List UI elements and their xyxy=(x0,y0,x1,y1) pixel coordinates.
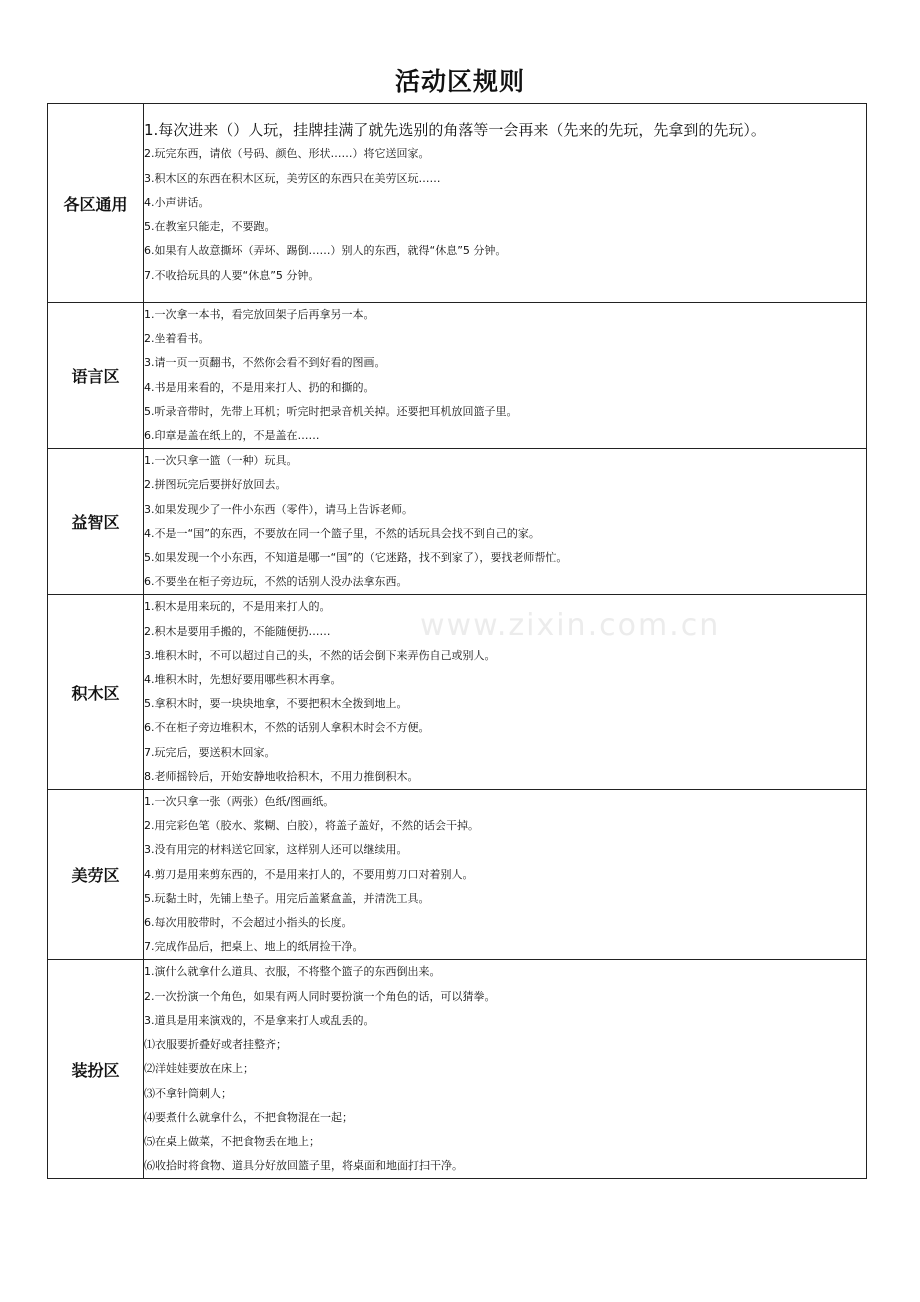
rule-list xyxy=(144,449,867,595)
rules-table xyxy=(47,103,867,1179)
section-row xyxy=(48,790,867,960)
rule-item: 4.不是一“国”的东西，不要放在同一个篮子里，不然的话玩具会找不到自己的家。 xyxy=(144,526,540,540)
rule-list xyxy=(144,303,867,449)
watermark: www.zixin.com.cn xyxy=(420,608,721,643)
area-name: 积木区 xyxy=(48,595,144,790)
rule-item: 1.一次只拿一篮（一种）玩具。 xyxy=(144,454,298,468)
rule-item: 1.每次进来（）人玩，挂牌挂满了就先选别的角落等一会再来（先来的先玩，先拿到的先玩）。 xyxy=(144,121,766,140)
rule-item: 1.积木是用来玩的，不是用来打人的。 xyxy=(144,600,331,614)
rule-item: 2.坐着看书。 xyxy=(144,332,210,346)
rule-item: 1.一次只拿一张（两张）色纸/图画纸。 xyxy=(144,795,335,809)
rule-list xyxy=(144,790,867,960)
rule-item: 6.如果有人故意撕坏（弄坏、踢倒……）别人的东西，就得“休息”5 分钟。 xyxy=(144,244,507,258)
rule-list xyxy=(144,960,867,1179)
section-row xyxy=(48,960,867,1179)
rule-item: 3.如果发现少了一件小东西（零件），请马上告诉老师。 xyxy=(144,502,413,516)
rule-item: ⑹收拾时将食物、道具分好放回篮子里，将桌面和地面打扫干净。 xyxy=(144,1159,463,1173)
rule-item: 2.积木是要用手搬的，不能随便扔…… xyxy=(144,624,331,638)
rule-item: 4.堆积木时，先想好要用哪些积木再拿。 xyxy=(144,673,342,687)
section-row xyxy=(48,104,867,303)
area-name: 装扮区 xyxy=(48,960,144,1179)
section-row xyxy=(48,303,867,449)
rule-item: 3.堆积木时，不可以超过自己的头，不然的话会倒下来弄伤自己或别人。 xyxy=(144,648,496,662)
rule-item: 5.拿积木时，要一块块地拿，不要把积木全拨到地上。 xyxy=(144,697,408,711)
rule-item: 2.玩完东西，请依（号码、颜色、形状……）将它送回家。 xyxy=(144,147,430,161)
rule-item: 3.道具是用来演戏的，不是拿来打人或乱丢的。 xyxy=(144,1013,375,1027)
rule-item: 6.每次用胶带时，不会超过小指头的长度。 xyxy=(144,916,353,930)
rule-list xyxy=(144,595,867,790)
rule-item: ⑸在桌上做菜，不把食物丢在地上； xyxy=(144,1134,320,1148)
rule-item: 6.不在柜子旁边堆积木，不然的话别人拿积木时会不方便。 xyxy=(144,721,430,735)
page-title: 活动区规则 xyxy=(394,67,525,96)
rule-item: 5.听录音带时，先带上耳机；听完时把录音机关掉。还要把耳机放回篮子里。 xyxy=(144,404,518,418)
rule-item: 3.没有用完的材料送它回家，这样别人还可以继续用。 xyxy=(144,843,408,857)
rule-item: 4.剪刀是用来剪东西的，不是用来打人的，不要用剪刀口对着别人。 xyxy=(144,867,474,881)
rule-item: 5.如果发现一个小东西，不知道是哪一“国”的（它迷路，找不到家了），要找老师帮忙。 xyxy=(144,551,568,565)
rule-item: 2.拼图玩完后要拼好放回去。 xyxy=(144,478,287,492)
rule-item: 1.演什么就拿什么道具、衣服，不将整个篮子的东西倒出来。 xyxy=(144,965,441,979)
rule-item: 7.不收拾玩具的人要“休息”5 分钟。 xyxy=(144,268,320,282)
rule-item: 6.印章是盖在纸上的，不是盖在…… xyxy=(144,429,320,443)
rule-item: 4.小声讲话。 xyxy=(144,195,210,209)
rule-item: 5.在教室只能走，不要跑。 xyxy=(144,220,276,234)
rule-item: 2.一次扮演一个角色，如果有两人同时要扮演一个角色的话，可以猜拳。 xyxy=(144,989,496,1003)
section-row xyxy=(48,449,867,595)
rule-item: 3.积木区的东西在积木区玩，美劳区的东西只在美劳区玩…… xyxy=(144,171,441,185)
rule-item: 8.老师摇铃后，开始安静地收拾积木，不用力推倒积木。 xyxy=(144,769,419,783)
rule-item: ⑵洋娃娃要放在床上； xyxy=(144,1062,254,1076)
area-name: 美劳区 xyxy=(48,790,144,960)
section-row xyxy=(48,595,867,790)
rule-item: 7.玩完后，要送积木回家。 xyxy=(144,745,276,759)
rule-item: ⑶不拿针筒刺人； xyxy=(144,1086,232,1100)
rule-item: 5.玩黏土时，先铺上垫子。用完后盖紧盒盖，并清洗工具。 xyxy=(144,891,430,905)
rule-item: ⑴衣服要折叠好或者挂整齐； xyxy=(144,1038,287,1052)
rule-item: ⑷要煮什么就拿什么，不把食物混在一起； xyxy=(144,1110,353,1124)
rule-item: 6.不要坐在柜子旁边玩，不然的话别人没办法拿东西。 xyxy=(144,575,408,589)
area-name: 益智区 xyxy=(48,449,144,595)
rule-list xyxy=(144,104,867,303)
rule-item: 7.完成作品后，把桌上、地上的纸屑捡干净。 xyxy=(144,940,364,954)
rule-item: 3.请一页一页翻书，不然你会看不到好看的图画。 xyxy=(144,356,386,370)
rule-item: 4.书是用来看的，不是用来打人、扔的和撕的。 xyxy=(144,380,375,394)
rules-table-body xyxy=(48,104,867,1179)
area-name: 语言区 xyxy=(48,303,144,449)
rule-item: 2.用完彩色笔（胶水、浆糊、白胶），将盖子盖好，不然的话会干掉。 xyxy=(144,819,479,833)
area-name: 各区通用 xyxy=(48,104,144,303)
rule-item: 1.一次拿一本书，看完放回架子后再拿另一本。 xyxy=(144,308,375,321)
